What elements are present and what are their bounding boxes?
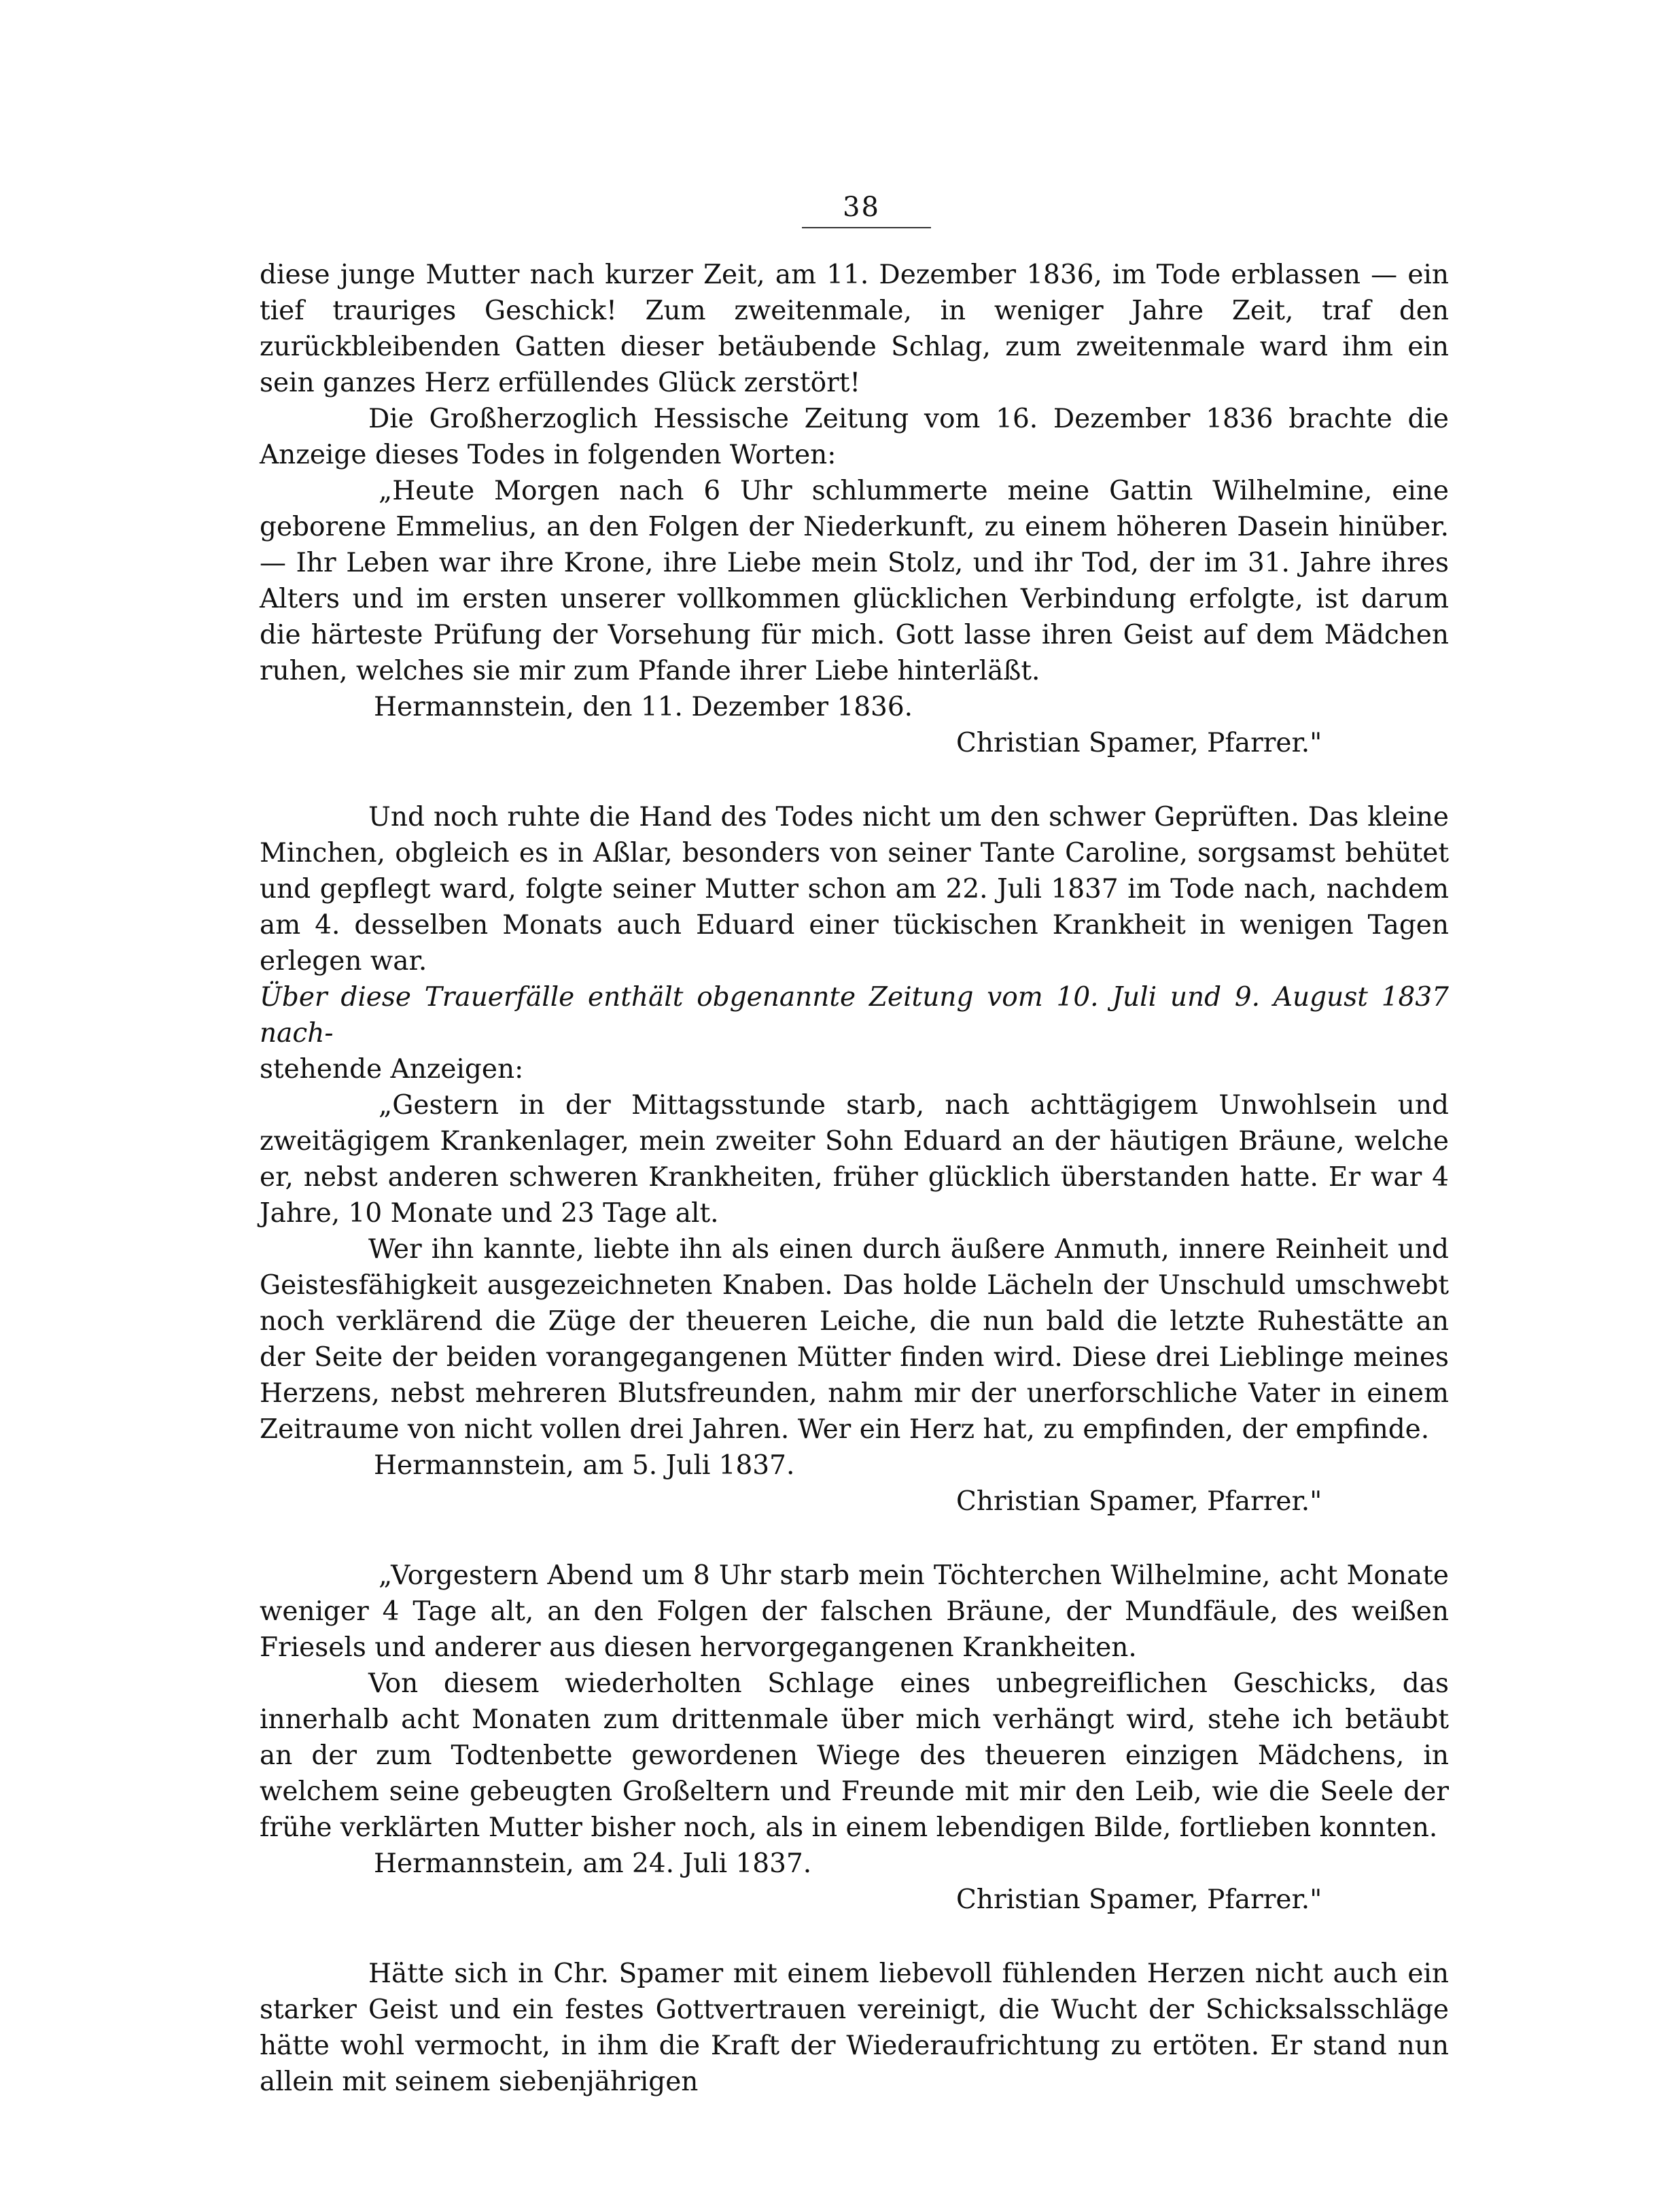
quote-eduard-death-2: Wer ihn kannte, liebte ihn als einen durch äußere Anmuth, innere Reinheit und Geistesfähigkeit ausgezeichneten Knaben. Das holde Lächeln der Unschuld umschwebt noch verklärend die Züge der theueren Leiche, die nun bald die letzte Ruhestätte an der Seite der beiden vorangegangenen Mütter finden wird. Diese drei Lieblinge meines Herzens, nebst mehreren Blutsfreunden, nahm mir der unerforschliche Vater in einem Zeitraume von nicht vollen drei Jahren. Wer ein Herz hat, zu empfinden, der empfinde.: [260, 1234, 1449, 1445]
page-body: [260, 257, 1449, 2100]
paragraph-final: Hätte sich in Chr. Spamer mit einem liebevoll fühlenden Herzen nicht auch ein starker Geist und ein festes Gottvertrauen vereinigt, die Wucht der Schicksalsschläge hätte wohl vermocht, in ihm die Kraft der Wiederaufrichtung zu ertöten. Er stand nun allein mit seinem siebenjährigen: [260, 1959, 1449, 2097]
quote-daughter-death: „Vorgestern Abend um 8 Uhr starb mein Töchterchen Wilhelmine, acht Monate weniger 4 Tage alt, an den Folgen der falschen Bräune, der Mundfäule, des weißen Friesels und anderer aus diesen hervorgegangenen Krankheiten.: [260, 1560, 1449, 1663]
paragraph-3: Und noch ruhte die Hand des Todes nicht um den schwer Geprüften. Das kleine Minchen, obgleich es in Aßlar, besonders von seiner Tante Caroline, sorgsamst behütet und gepflegt ward, folgte seiner Mutter schon am 22. Juli 1837 im Tode nach, nachdem am 4. desselben Monats auch Eduard einer tückischen Krankheit in wenigen Tagen erlegen war.: [260, 802, 1449, 977]
quote-wilhelmine-death: „Heute Morgen nach 6 Uhr schlummerte meine Gattin Wilhelmine, eine geborene Emmelius, an den Folgen der Niederkunft, zu einem höheren Dasein hinüber. — Ihr Leben war ihre Krone, ihre Liebe mein Stolz, und ihr Tod, der im 31. Jahre ihres Alters und im ersten unserer vollkommen glücklichen Verbindung erfolgte, ist darum die härteste Prüfung der Vorsehung für mich. Gott lasse ihren Geist auf dem Mädchen ruhen, welches sie mir zum Pfande ihrer Liebe hinterläßt.: [260, 476, 1449, 686]
dateline-3: Hermannstein, am 24. Juli 1837.: [374, 1848, 812, 1879]
page-number: 38: [843, 192, 880, 223]
signature-1: Christian Spamer, Pfarrer.": [956, 728, 1322, 758]
signature-2: Christian Spamer, Pfarrer.": [956, 1486, 1322, 1517]
paragraph-2: Die Großherzoglich Hessische Zeitung vom 16. Dezember 1836 brachte die Anzeige dieses Todes in folgenden Worten:: [260, 404, 1449, 470]
quote-daughter-death-2: Von diesem wiederholten Schlage eines unbegreiflichen Geschicks, das innerhalb acht Monaten zum drittenmale über mich verhängt wird, stehe ich betäubt an der zum Todtenbette gewordenen Wiege des theueren einzigen Mädchens, in welchem seine gebeugten Großeltern und Freunde mit mir den Leib, wie die Seele der frühe verklärten Mutter bisher noch, als in einem lebendigen Bilde, fortlieben konnten.: [260, 1668, 1449, 1843]
paragraph-4-cont: stehende Anzeigen:: [260, 1054, 524, 1085]
page-number-rule: [802, 227, 931, 228]
paragraph-4: Über diese Trauerfälle enthält obgenannte Zeitung vom 10. Juli und 9. August 1837 nach-: [260, 982, 1449, 1049]
dateline-1: Hermannstein, den 11. Dezember 1836.: [374, 692, 913, 722]
paragraph-1: diese junge Mutter nach kurzer Zeit, am 11. Dezember 1836, im Tode erblassen — ein tief trauriges Geschick! Zum zweitenmale, in weniger Jahre Zeit, traf den zurückbleibenden Gatten dieser betäubende Schlag, zum zweitenmale ward ihm ein sein ganzes Herz erfüllendes Glück zerstört!: [260, 260, 1449, 398]
signature-3: Christian Spamer, Pfarrer.": [956, 1884, 1322, 1915]
quote-eduard-death: „Gestern in der Mittagsstunde starb, nach achttägigem Unwohlsein und zweitägigem Krankenlager, mein zweiter Sohn Eduard an der häutigen Bräune, welche er, nebst anderen schweren Krankheiten, früher glücklich überstanden hatte. Er war 4 Jahre, 10 Monate und 23 Tage alt.: [260, 1090, 1449, 1229]
dateline-2: Hermannstein, am 5. Juli 1837.: [374, 1450, 795, 1481]
